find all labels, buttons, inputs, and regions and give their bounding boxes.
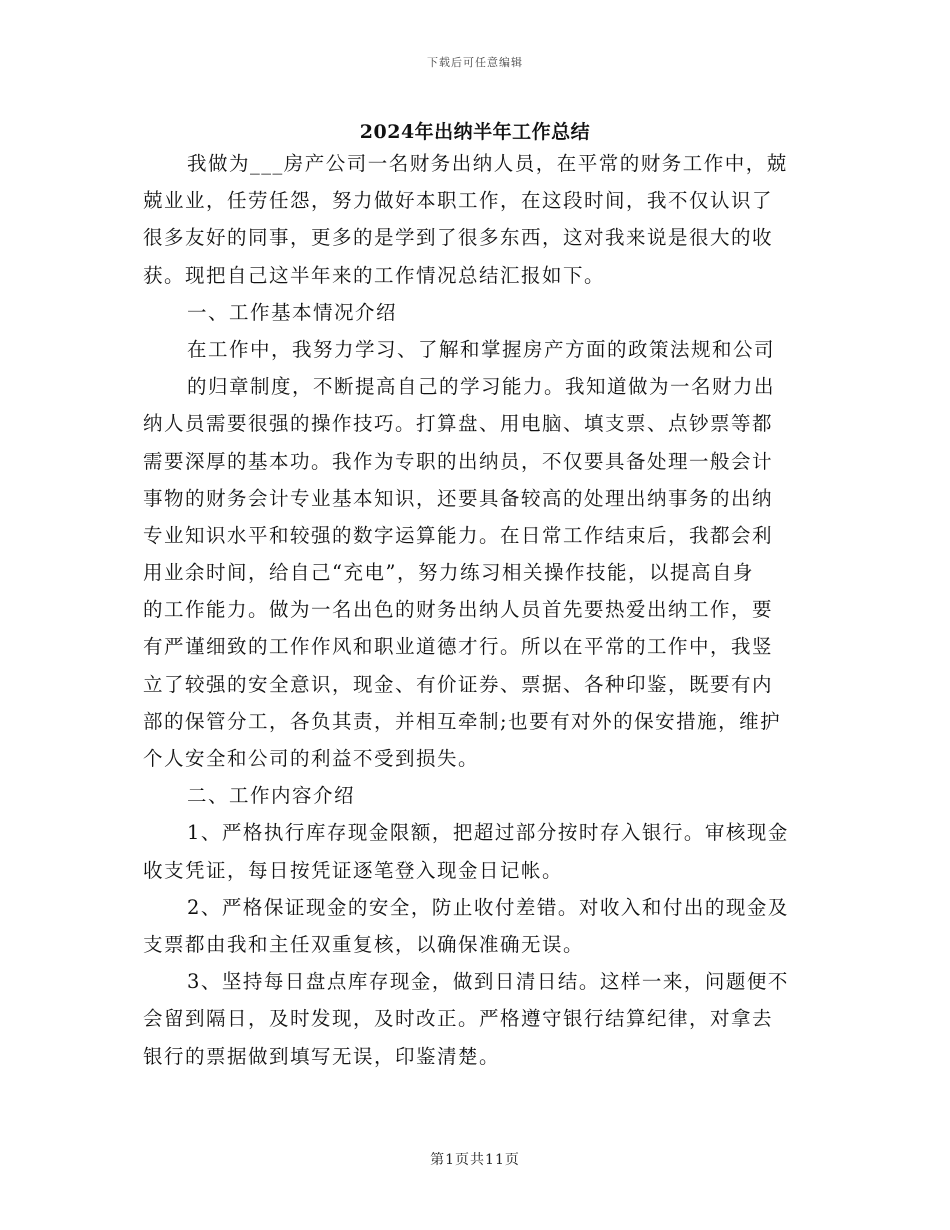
body-text-line: 兢业业，任劳任怨，努力做好本职工作，在这段时间，我不仅认识了 [143, 189, 774, 213]
body-text-line: 立了较强的安全意识，现金、有价证券、票据、各种印鉴，既要有内 [143, 672, 774, 696]
body-text-line: 2、严格保证现金的安全，防止收付差错。对收入和付出的现金及 [187, 895, 789, 919]
body-text-line: 很多友好的同事，更多的是学到了很多东西，这对我来说是很大的收 [143, 226, 774, 250]
body-text-line: 3、坚持每日盘点库存现金，做到日清日结。这样一来，问题便不 [187, 970, 789, 994]
body-text-line: 个人安全和公司的利益不受到损失。 [143, 747, 480, 770]
body-text-line: 一、工作基本情况介绍 [187, 300, 398, 324]
body-text-line: 部的保管分工，各负其责，并相互牵制;也要有对外的保安措施，维护 [143, 709, 782, 733]
body-text-line: 在工作中，我努力学习、了解和掌握房产方面的政策法规和公司 [187, 337, 776, 361]
page-header-note: 下载后可任意编辑 [427, 56, 523, 69]
document-body [143, 145, 810, 1075]
body-text-line: 需要深厚的基本功。我作为专职的出纳员，不仅要具备处理一般会计 [143, 449, 774, 473]
body-text-line: 1、严格执行库存现金限额，把超过部分按时存入银行。审核现金 [187, 821, 789, 845]
body-text-line: 获。现把自己这半年来的工作情况总结汇报如下。 [143, 263, 606, 287]
body-text-line: 会留到隔日，及时发现，及时改正。严格遵守银行结算纪律，对拿去 [143, 1007, 774, 1031]
body-text-line: 的工作能力。做为一名出色的财务出纳人员首先要热爱出纳工作，要 [143, 598, 774, 622]
body-text-line: 银行的票据做到填写无误，印鉴清楚。 [143, 1044, 501, 1068]
body-text-line: 收支凭证，每日按凭证逐笔登入现金日记帐。 [143, 858, 564, 882]
body-text-line: 纳人员需要很强的操作技巧。打算盘、用电脑、填支票、点钞票等都 [143, 412, 774, 436]
body-text-line: 用业余时间，给自己“充电”，努力练习相关操作技能，以提高自身 [143, 561, 754, 585]
body-text-line: 的归章制度，不断提高自己的学习能力。我知道做为一名财力出 [187, 375, 776, 399]
body-text-line: 专业知识水平和较强的数字运算能力。在日常工作结束后，我都会利 [143, 523, 774, 547]
body-text-line: 支票都由我和主任双重复核，以确保准确无误。 [143, 932, 585, 956]
body-text-line: 我做为___房产公司一名财务出纳人员，在平常的财务工作中，兢 [187, 152, 788, 175]
document-title: 2024年出纳半年工作总结 [359, 121, 591, 143]
body-text-line: 二、工作内容介绍 [187, 784, 356, 808]
page-number-footer: 第1页共11页 [430, 1152, 520, 1168]
body-text-line: 事物的财务会计专业基本知识，还要具备较高的处理出纳事务的出纳 [143, 486, 774, 510]
body-text-line: 有严谨细致的工作作风和职业道德才行。所以在平常的工作中，我竖 [143, 635, 774, 659]
